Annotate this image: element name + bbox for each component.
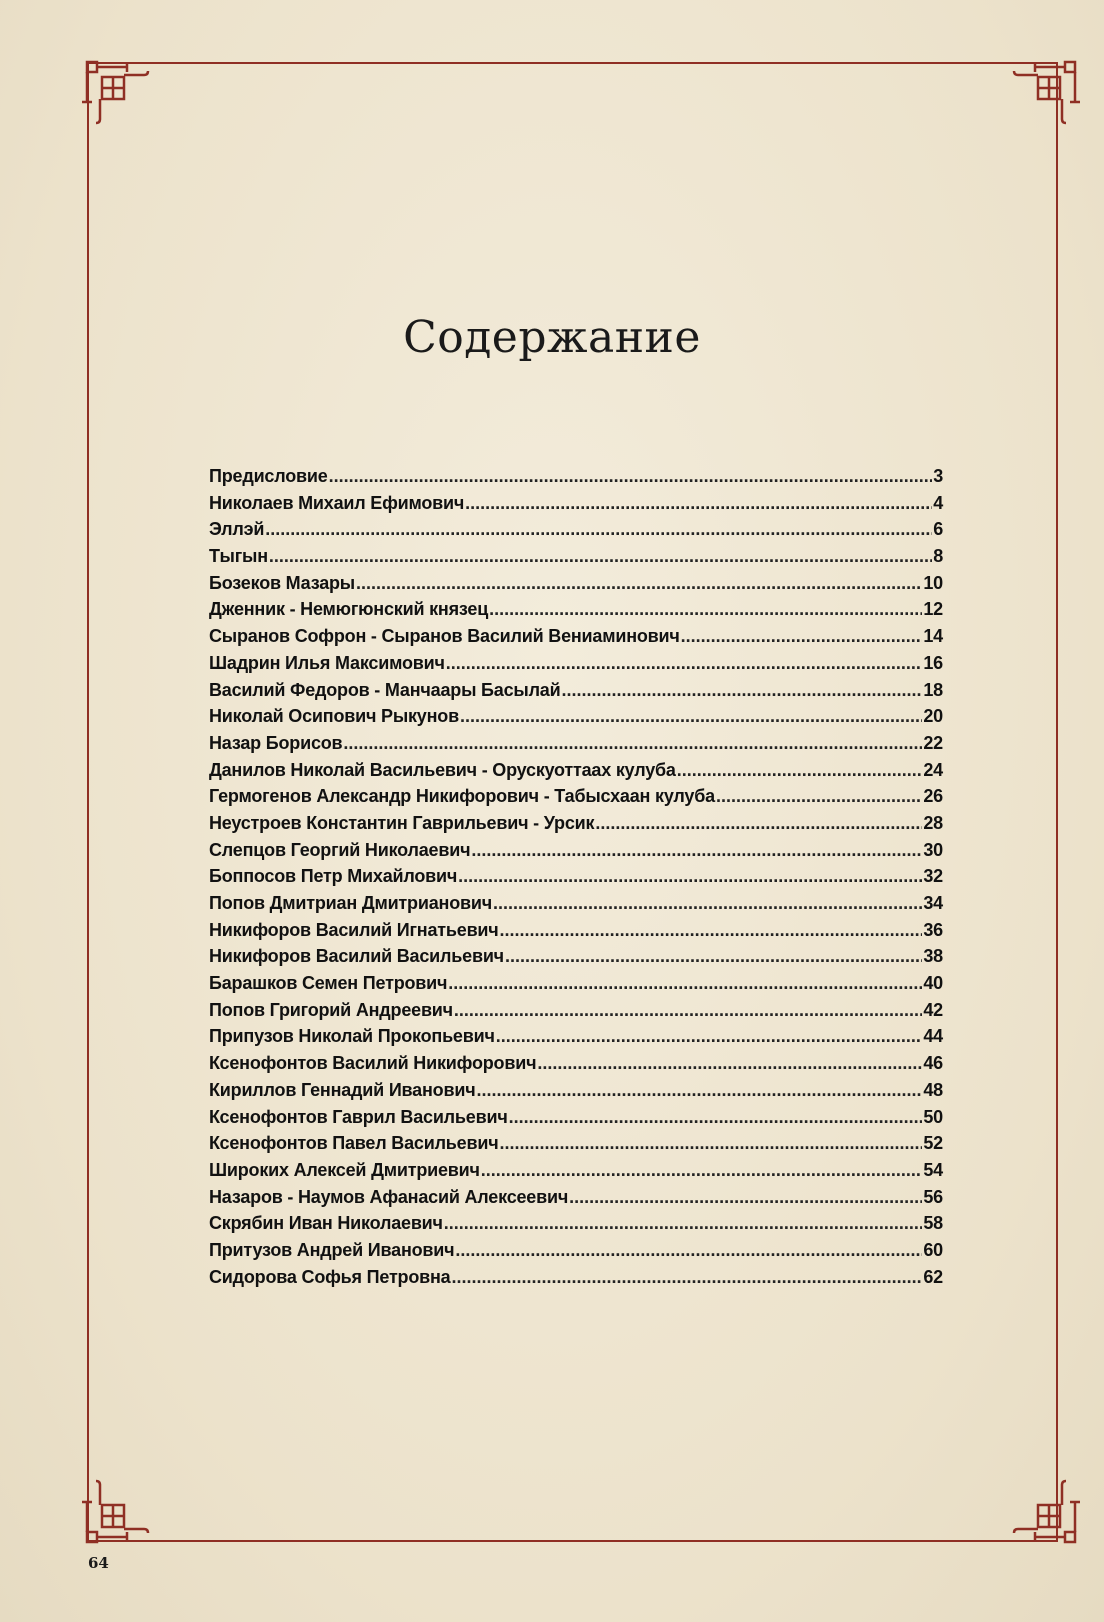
toc-entry-page: 16 xyxy=(923,652,943,673)
toc-entry-page: 54 xyxy=(923,1159,943,1180)
toc-leader-dots xyxy=(496,1026,923,1047)
toc-entry-page: 20 xyxy=(923,706,943,727)
toc-entry-page: 10 xyxy=(923,572,943,593)
toc-leader-dots xyxy=(509,1107,923,1128)
toc-entry[interactable] xyxy=(209,1213,943,1240)
toc-entry-title: Скрябин Иван Николаевич xyxy=(209,1213,443,1234)
toc-entry-title: Никифоров Василий Васильевич xyxy=(209,946,504,967)
corner-ornament-icon xyxy=(1000,1467,1080,1547)
page-number: 64 xyxy=(88,1554,109,1572)
toc-entry-page: 34 xyxy=(923,893,943,913)
toc-leader-dots xyxy=(489,599,922,620)
corner-ornament-icon xyxy=(82,57,162,137)
toc-entry[interactable] xyxy=(209,573,943,600)
toc-entry-title: Гермогенов Александр Никифорович - Табысхаан кулуба xyxy=(209,786,715,807)
toc-entry-title: Притузов Андрей Иванович xyxy=(209,1239,455,1260)
toc-leader-dots xyxy=(269,546,932,567)
toc-entry-page: 38 xyxy=(923,946,943,967)
toc-entry[interactable] xyxy=(209,786,943,813)
toc-leader-dots xyxy=(595,813,922,834)
toc-leader-dots xyxy=(677,760,923,781)
corner-ornament-icon xyxy=(1000,57,1080,137)
toc-entry[interactable] xyxy=(209,546,943,573)
toc-leader-dots xyxy=(329,466,933,487)
toc-leader-dots xyxy=(569,1187,922,1208)
toc-entry[interactable] xyxy=(209,680,943,707)
corner-ornament-icon xyxy=(82,1467,162,1547)
toc-entry-title: Сыранов Софрон - Сыранов Василий Вениаминович xyxy=(209,626,680,647)
toc-entry-page: 8 xyxy=(933,546,943,567)
toc-entry-page: 50 xyxy=(923,1106,943,1127)
toc-entry-title: Данилов Николай Васильевич - Орускуоттаах кулуба xyxy=(209,759,676,780)
toc-leader-dots xyxy=(471,840,922,861)
toc-entry[interactable] xyxy=(209,653,943,680)
toc-entry-title: Никифоров Василий Игнатьевич xyxy=(209,919,499,940)
toc-entry-title: Василий Федоров - Манчаары Басылай xyxy=(209,679,561,700)
toc-entry[interactable] xyxy=(209,1053,943,1080)
toc-leader-dots xyxy=(343,733,922,754)
toc-entry-title: Назар Борисов xyxy=(209,732,343,753)
toc-entry-title: Сидорова Софья Петровна xyxy=(209,1266,451,1287)
toc-entry-title: Широких Алексей Дмитриевич xyxy=(209,1159,480,1180)
toc-entry-page: 24 xyxy=(923,759,943,780)
toc-entry[interactable] xyxy=(209,1000,943,1027)
toc-entry[interactable] xyxy=(209,1187,943,1214)
toc-leader-dots xyxy=(481,1160,923,1181)
toc-entry[interactable] xyxy=(209,733,943,760)
toc-entry-page: 6 xyxy=(933,519,943,540)
toc-entry-page: 18 xyxy=(923,679,943,700)
table-of-contents xyxy=(209,466,943,1293)
toc-leader-dots xyxy=(716,786,922,807)
toc-entry-page: 52 xyxy=(923,1133,943,1154)
toc-entry-page: 14 xyxy=(923,626,943,647)
toc-entry[interactable] xyxy=(209,1026,943,1053)
toc-entry[interactable] xyxy=(209,599,943,626)
toc-leader-dots xyxy=(458,866,922,887)
toc-entry-page: 62 xyxy=(923,1266,943,1287)
toc-entry[interactable] xyxy=(209,1107,943,1134)
toc-entry[interactable] xyxy=(209,760,943,787)
toc-entry-page: 26 xyxy=(923,786,943,807)
toc-entry-title: Барашков Семен Петрович xyxy=(209,973,448,994)
toc-entry[interactable] xyxy=(209,1133,943,1160)
toc-entry-page: 58 xyxy=(923,1213,943,1234)
toc-leader-dots xyxy=(493,893,922,914)
toc-entry-page: 56 xyxy=(923,1186,943,1207)
toc-entry-title: Ксенофонтов Гаврил Васильевич xyxy=(209,1106,508,1127)
toc-entry-title: Назаров - Наумов Афанасий Алексеевич xyxy=(209,1186,569,1207)
toc-entry-title: Ксенофонтов Василий Никифорович xyxy=(209,1053,537,1074)
toc-entry-page: 44 xyxy=(923,1026,943,1047)
toc-leader-dots xyxy=(454,1000,922,1021)
toc-leader-dots xyxy=(460,706,922,727)
toc-entry-title: Неустроев Константин Гаврильевич - Урсик xyxy=(209,812,595,833)
toc-leader-dots xyxy=(499,1133,922,1154)
toc-entry[interactable] xyxy=(209,626,943,653)
toc-leader-dots xyxy=(476,1080,922,1101)
toc-entry-page: 36 xyxy=(923,919,943,940)
toc-entry-page: 4 xyxy=(933,492,943,513)
toc-entry-title: Николай Осипович Рыкунов xyxy=(209,706,459,727)
toc-entry-title: Николаев Михаил Ефимович xyxy=(209,492,465,513)
toc-entry[interactable] xyxy=(209,920,943,947)
toc-leader-dots xyxy=(446,653,923,674)
toc-entry[interactable] xyxy=(209,1160,943,1187)
toc-entry-page: 40 xyxy=(923,973,943,994)
toc-entry-page: 3 xyxy=(933,466,943,486)
toc-leader-dots xyxy=(500,920,923,941)
toc-leader-dots xyxy=(455,1240,922,1261)
toc-leader-dots xyxy=(465,493,932,514)
toc-entry[interactable] xyxy=(209,1240,943,1267)
toc-entry-page: 60 xyxy=(923,1239,943,1260)
toc-leader-dots xyxy=(356,573,922,594)
toc-entry[interactable] xyxy=(209,813,943,840)
toc-leader-dots xyxy=(448,973,922,994)
toc-entry-title: Дженник - Немюгюнский князец xyxy=(209,599,489,620)
toc-entry[interactable] xyxy=(209,973,943,1000)
toc-entry-page: 32 xyxy=(923,866,943,887)
toc-entry[interactable] xyxy=(209,493,943,520)
toc-entry-title: Эллэй xyxy=(209,519,265,540)
toc-entry-page: 30 xyxy=(923,839,943,860)
toc-entry-title: Ксенофонтов Павел Васильевич xyxy=(209,1133,499,1154)
toc-entry-title: Боппосов Петр Михайлович xyxy=(209,866,458,887)
toc-entry[interactable] xyxy=(209,1267,943,1294)
toc-entry-title: Тыгын xyxy=(209,546,268,567)
toc-entry-page: 42 xyxy=(923,999,943,1020)
toc-entry[interactable] xyxy=(209,1080,943,1107)
toc-entry-page: 46 xyxy=(923,1053,943,1074)
toc-entry[interactable] xyxy=(209,946,943,973)
toc-leader-dots xyxy=(537,1053,922,1074)
toc-entry-title: Предисловие xyxy=(209,466,328,486)
toc-leader-dots xyxy=(505,946,922,967)
toc-entry-page: 28 xyxy=(923,812,943,833)
toc-entry-title: Бозеков Мазары xyxy=(209,572,355,593)
toc-entry-title: Припузов Николай Прокопьевич xyxy=(209,1026,495,1047)
toc-leader-dots xyxy=(452,1267,923,1288)
toc-entry[interactable] xyxy=(209,519,943,546)
toc-entry-title: Попов Григорий Андреевич xyxy=(209,999,453,1020)
toc-leader-dots xyxy=(561,680,922,701)
toc-entry-title: Слепцов Георгий Николаевич xyxy=(209,839,471,860)
page-title: Содержание xyxy=(403,312,701,363)
toc-leader-dots xyxy=(681,626,923,647)
toc-entry-title: Шадрин Илья Максимович xyxy=(209,652,445,673)
toc-entry-page: 22 xyxy=(923,732,943,753)
toc-entry[interactable] xyxy=(209,466,943,493)
toc-entry-page: 12 xyxy=(923,599,943,620)
toc-entry[interactable] xyxy=(209,893,943,920)
toc-leader-dots xyxy=(444,1213,923,1234)
toc-entry-title: Попов Дмитриан Дмитрианович xyxy=(209,893,492,913)
toc-entry[interactable] xyxy=(209,706,943,733)
toc-entry[interactable] xyxy=(209,840,943,867)
toc-entry-page: 48 xyxy=(923,1079,943,1100)
toc-entry-title: Кириллов Геннадий Иванович xyxy=(209,1079,476,1100)
toc-leader-dots xyxy=(265,519,932,540)
toc-entry[interactable] xyxy=(209,866,943,893)
